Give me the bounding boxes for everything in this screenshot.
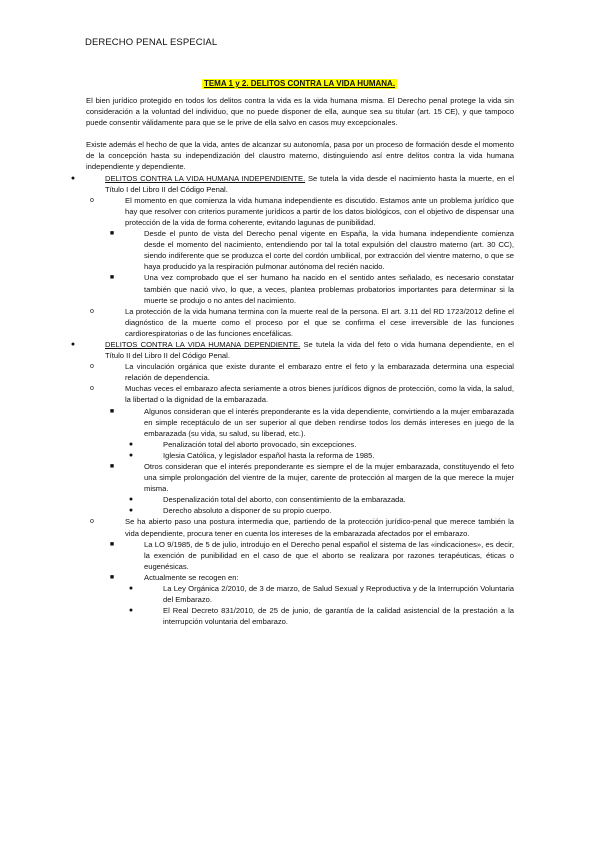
item-text: Actualmente se recogen en: [144, 572, 239, 582]
intro-paragraph-2: Existe además el hecho de que la vida, antes de alcanzar su autonomía, pasa por un proceso de formación desde el momento de la concepción hasta su independización del claustro materno, distinguiendo así entre delitos contra la vida humana independiente y dependiente. [86, 140, 514, 172]
section-text: Se tutela la vida desde el nacimiento hasta la muerte, en el Título I del Libro II del Código Penal. [105, 173, 515, 194]
bullet-marker: ● [128, 507, 134, 515]
list-item [109, 572, 514, 627]
list-item [90, 195, 514, 306]
document-body [70, 95, 515, 627]
bullet-marker: ■ [109, 230, 115, 238]
list-item [128, 605, 514, 627]
bullet-marker: ● [128, 607, 134, 615]
item-text: La protección de la vida humana termina con la muerte real de la persona. El art. 3.11 del RD 1723/2012 define el diagnóstico de la muerte como el proceso por el que se confirma el cese irreversible de las funciones cardiorespiratorias o de las funciones encefálicas. [125, 306, 514, 338]
section-heading: DELITOS CONTRA LA VIDA HUMANA DEPENDIENTE. [105, 339, 301, 349]
item-text: Desde el punto de vista del Derecho penal vigente en España, la vida humana independiente comienza desde el momento del nacimiento, entendiendo por tal la total expulsión del claustro materno (art. 30 CC), siendo indiferente que se produzca el corte del cordón umbilical, por extracción del vientre materno, o que se haya producido ya la respiración pulmonar autónoma del recién nacido. [144, 229, 514, 272]
item-text: Otros consideran que el interés preponderante es siempre el de la mujer embarazada, constituyendo el feto una simple prolongación del vientre de la mujer, carente de protección al margen de la que merece la mujer misma. [144, 462, 514, 494]
item-text: Despenalización total del aborto, con consentimiento de la embarazada. [163, 495, 406, 505]
item-text: Muchas veces el embarazo afecta seriamente a otros bienes jurídicos dignos de protección, como la vida, la salud, la libertad o la dignidad de la embarazada. [125, 384, 514, 405]
list-item [128, 505, 514, 516]
bullet-marker: ■ [109, 540, 115, 548]
bullet-marker: ■ [109, 274, 115, 282]
list-item [109, 272, 514, 305]
bullet-marker: o [90, 196, 94, 204]
list-item [128, 439, 514, 450]
section-dependent [70, 339, 514, 627]
list-item [128, 450, 514, 461]
list-item [109, 406, 514, 461]
list-item [90, 361, 514, 383]
item-text: El Real Decreto 831/2010, de 25 de junio, de garantía de la calidad asistencial de la prestación a la interrupción voluntaria del embarazo. [163, 606, 514, 627]
document-header: DERECHO PENAL ESPECIAL [85, 37, 218, 48]
bullet-marker: ● [70, 174, 76, 182]
intro-paragraph-1: El bien jurídico protegido en todos los delitos contra la vida es la vida humana misma. El Derecho penal protege la vida sin consideración a la voluntad del individuo, que no puede disponer de ella, aunque sea su titular (art. 15 CE), y que tampoco puede consentir válidamente para que se le prive de ella salvo en casos muy excepcionales. [86, 96, 514, 128]
item-text: Iglesia Católica, y legislador español hasta la reforma de 1985. [163, 450, 375, 460]
item-text: La vinculación orgánica que existe durante el embarazo entre el feto y la embarazada determina una especial relación de dependencia. [125, 362, 514, 383]
item-text: Algunos consideran que el interés preponderante es la vida dependiente, convirtiendo a la mujer embarazada en simple receptáculo de un ser superior al que deben rendirse todos los demás intereses en juego de la embarazada (su vida, su salud, su liberad, etc.). [144, 406, 514, 438]
list-item [90, 306, 514, 339]
bullet-marker: ● [128, 440, 134, 448]
section-list [70, 173, 515, 628]
bullet-marker: ● [128, 496, 134, 504]
bullet-marker: o [90, 363, 94, 371]
item-text: La LO 9/1985, de 5 de julio, introdujo en el Derecho penal español el sistema de las «indicaciones», es decir, la exención de punibilidad en el caso de que el aborto se realizara por razones terapéuticas, éticas o eugenésicas. [144, 539, 514, 571]
item-text: Una vez comprobado que el ser humano ha nacido en el sentido antes señalado, es necesario constatar también que nació vivo, lo que, a veces, plantea problemas probatorios importantes para determinar si la muerte se produjo o no antes del nacimiento. [144, 273, 514, 305]
item-text: La Ley Orgánica 2/2010, de 3 de marzo, de Salud Sexual y Reproductiva y de la Interrupción Voluntaria del Embarazo. [163, 584, 514, 605]
list-item [90, 516, 514, 627]
bullet-marker: ● [70, 340, 76, 348]
bullet-marker: ● [128, 451, 134, 459]
item-text: Penalización total del aborto provocado, sin excepciones. [163, 439, 357, 449]
bullet-marker: o [90, 385, 94, 393]
item-text: Se ha abierto paso una postura intermedia que, partiendo de la protección jurídico-penal que merece también la vida dependiente, procura tener en cuenta los intereses de la embarazada afectados por el embarazo. [125, 517, 514, 538]
bullet-marker: o [90, 307, 94, 315]
list-item [109, 228, 514, 272]
section-heading: DELITOS CONTRA LA VIDA HUMANA INDEPENDIENTE. [105, 173, 306, 183]
bullet-marker: ■ [109, 573, 115, 581]
list-item [128, 494, 514, 505]
item-text: Derecho absoluto a disponer de su propio cuerpo. [163, 506, 332, 516]
list-item [90, 383, 514, 516]
section-independent [70, 173, 515, 339]
title-container [0, 73, 599, 91]
bullet-marker: ■ [109, 463, 115, 470]
bullet-marker: ● [128, 585, 134, 593]
section-text: Se tutela la vida del feto o vida humana dependiente, en el Título II del Libro II del Código Penal. [105, 339, 514, 361]
list-item [109, 461, 514, 516]
bullet-marker: o [90, 518, 94, 526]
list-item [128, 583, 514, 605]
bullet-marker: ■ [109, 407, 115, 415]
item-text: El momento en que comienza la vida humana independiente es discutido. Estamos ante un problema jurídico que hay que resolver con criterios puramente jurídicos a partir de los datos biológicos, con el objetivo de dispensar una protección de la vida de forma coherente, evitando lagunas de punibilidad. [125, 195, 514, 227]
list-item [109, 539, 514, 572]
document-title: TEMA 1 y 2. DELITOS CONTRA LA VIDA HUMANA. [203, 79, 396, 88]
